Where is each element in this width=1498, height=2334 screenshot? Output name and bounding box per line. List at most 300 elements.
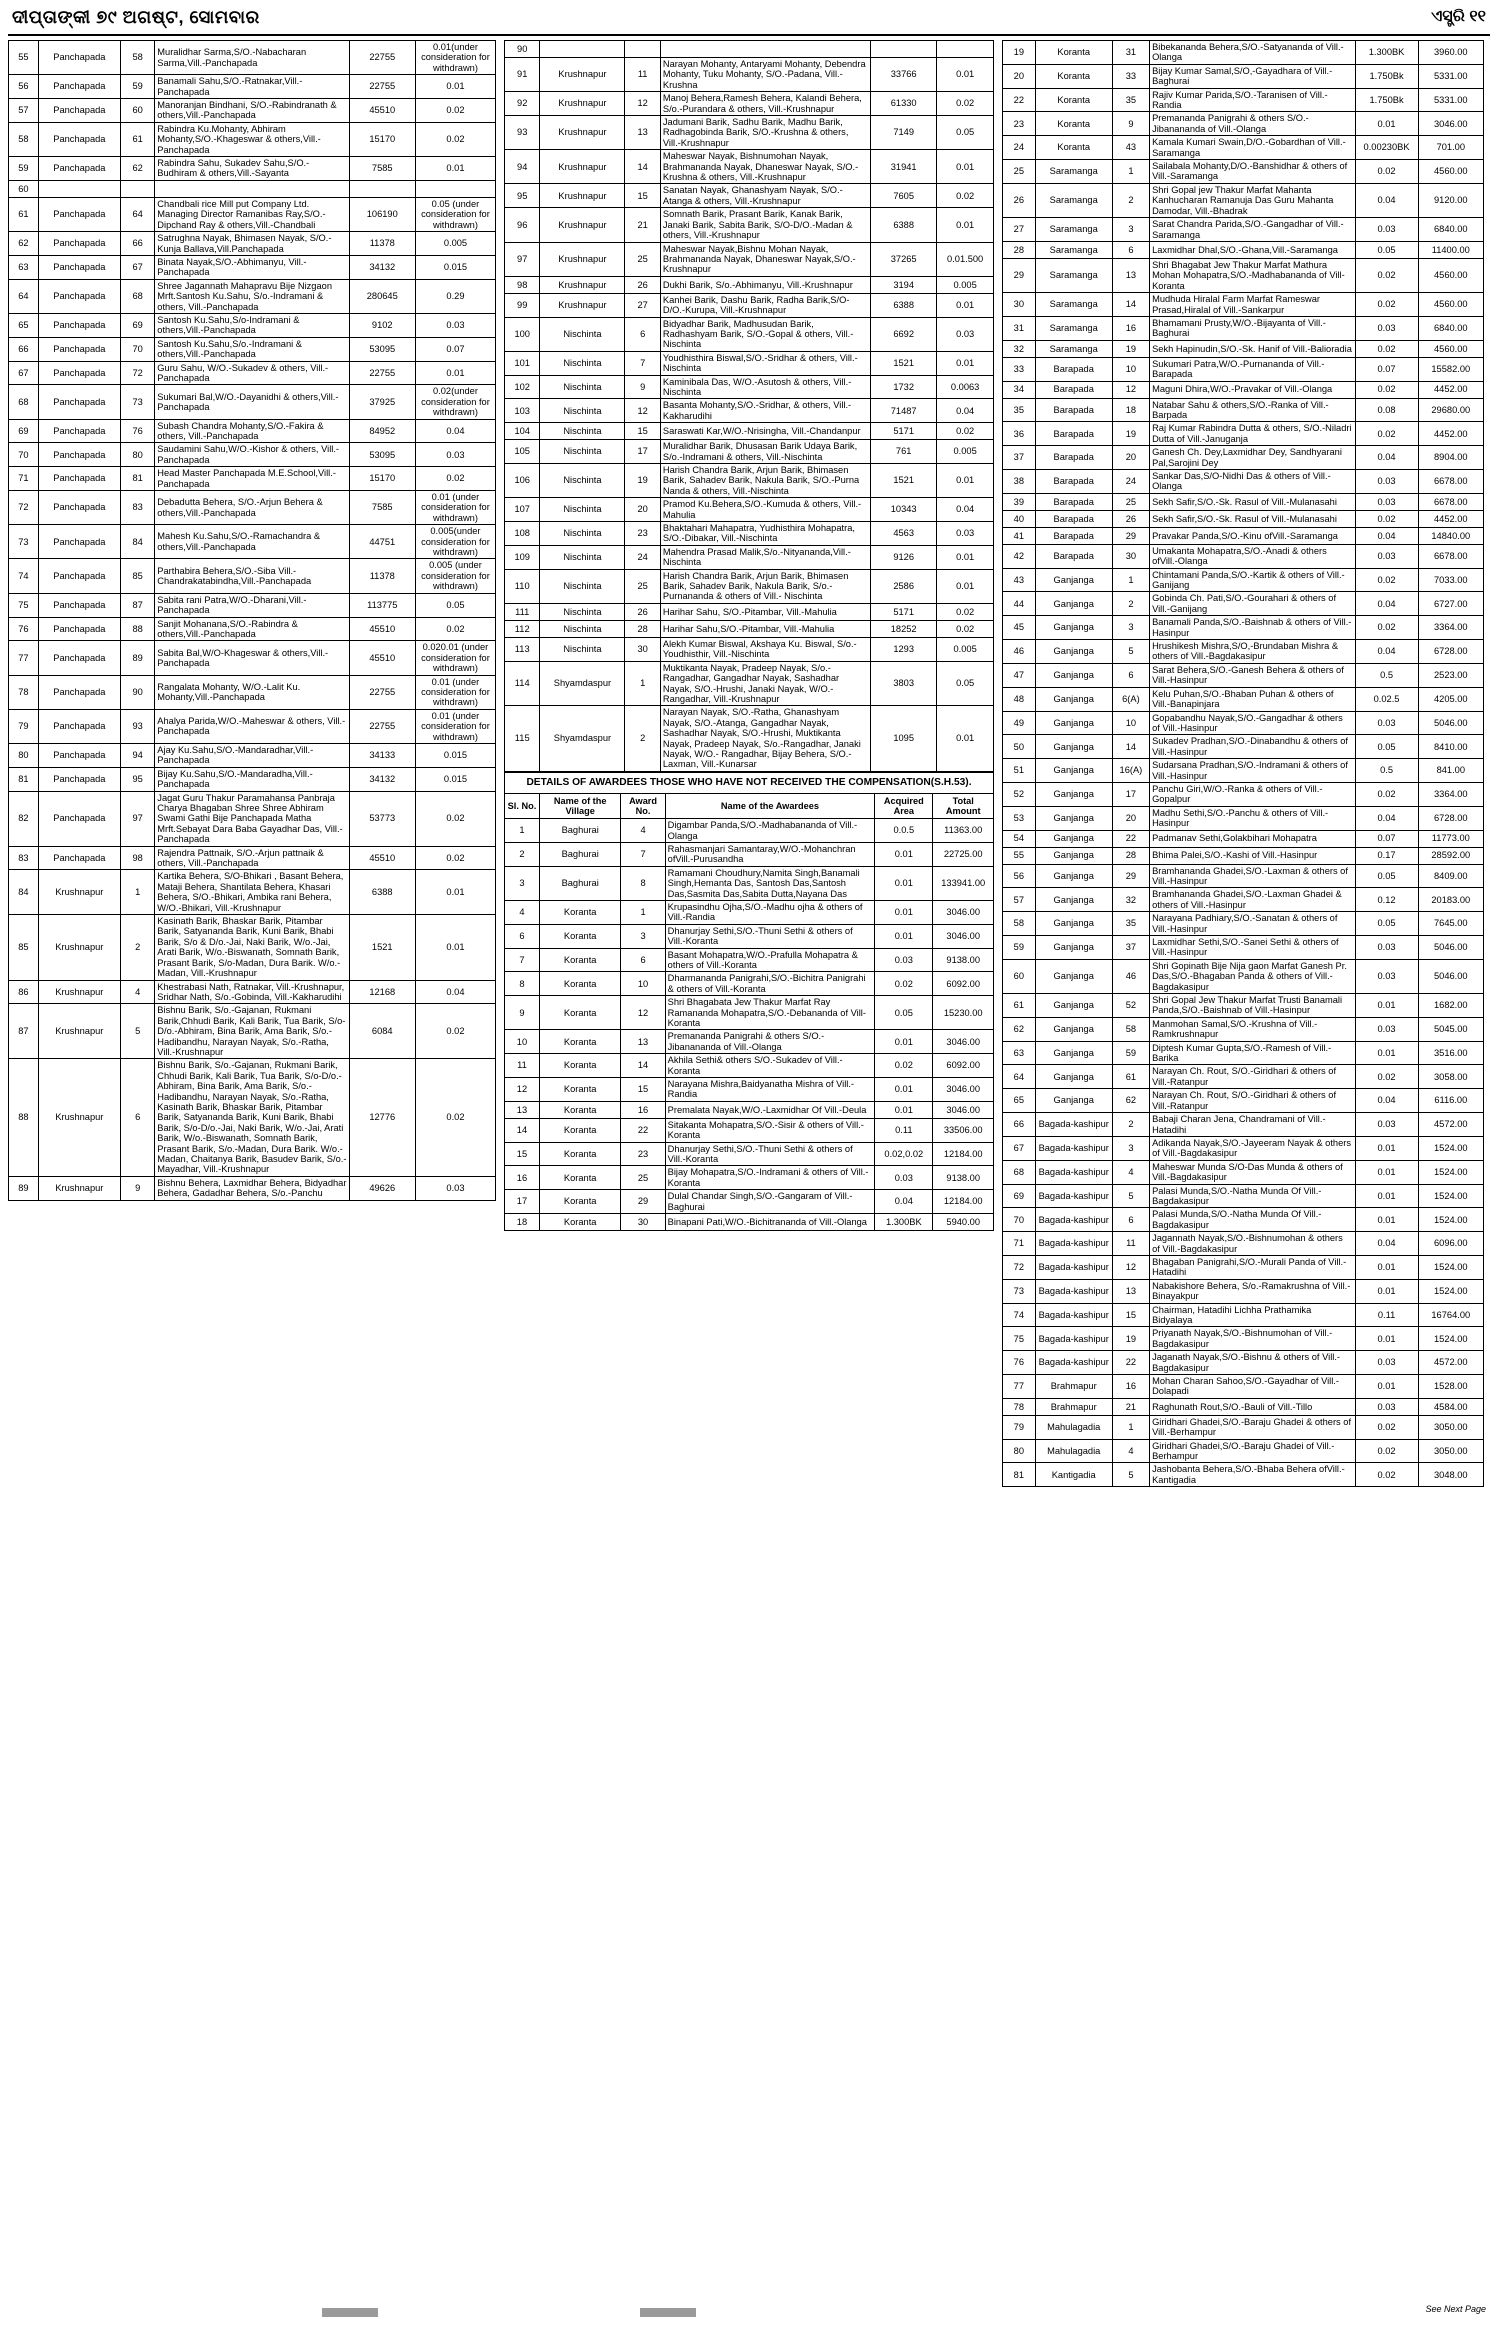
cell-award-no: 25 bbox=[1112, 493, 1149, 510]
cell-total-amount: 0.01 bbox=[415, 157, 495, 181]
cell-sl-no: 86 bbox=[9, 980, 39, 1004]
cell-total-amount: 4560.00 bbox=[1418, 160, 1483, 184]
table-row bbox=[505, 242, 994, 276]
cell-award-no: 29 bbox=[1112, 864, 1149, 888]
cell-acquired-area: 5171 bbox=[871, 423, 937, 440]
table-row bbox=[505, 184, 994, 208]
cell-awardee-name: Sukadev Pradhan,S/O.-Dinabandhu & others of Vill.-Hasinpur bbox=[1150, 735, 1355, 759]
cell-sl-no: 60 bbox=[9, 180, 39, 197]
cell-awardee-name: Manmohan Samal,S/O.-Krushna of Vill.-Ramkrushnapur bbox=[1150, 1017, 1355, 1041]
cell-acquired-area: 61330 bbox=[871, 92, 937, 116]
cell-acquired-area: 0.03 bbox=[1355, 218, 1418, 242]
cell-acquired-area: 0.03 bbox=[875, 948, 933, 972]
table-row bbox=[505, 603, 994, 620]
cell-awardee-name: Somnath Barik, Prasant Barik, Kanak Barik, Janaki Barik, Sabita Barik, S/O-D/O.-Madan & others, Vill.-Krushnapur bbox=[660, 208, 870, 242]
cell-awardee-name: Padmanav Sethi,Golakbihari Mohapatra bbox=[1150, 830, 1355, 847]
cell-total-amount: 12184.00 bbox=[933, 1190, 994, 1214]
table-row bbox=[505, 498, 994, 522]
cell-awardee-name: Head Master Panchapada M.E.School,Vill.-Panchapada bbox=[155, 467, 349, 491]
cell-total-amount: 133941.00 bbox=[933, 866, 994, 900]
cell-awardee-name: Manoranjan Bindhani, S/O.-Rabindranath & others,Vill.-Panchapada bbox=[155, 99, 349, 123]
cell-acquired-area: 0.0.5 bbox=[875, 819, 933, 843]
cell-village: Saramanga bbox=[1035, 218, 1112, 242]
cell-acquired-area: 0.08 bbox=[1355, 398, 1418, 422]
table-row bbox=[505, 620, 994, 637]
cell-awardee-name: Bhima Palei,S/O.-Kashi of Vill.-Hasinpur bbox=[1150, 847, 1355, 864]
table-row bbox=[1003, 112, 1484, 136]
cell-awardee-name: Gopabandhu Nayak,S/O.-Gangadhar & others of Vill.-Hasinpur bbox=[1150, 711, 1355, 735]
cell-village: Panchapada bbox=[38, 767, 120, 791]
cell-acquired-area: 84952 bbox=[349, 419, 415, 443]
cell-village: Krushnapur bbox=[540, 150, 625, 184]
cell-acquired-area: 0.03 bbox=[1355, 711, 1418, 735]
cell-village: Ganjanga bbox=[1035, 1065, 1112, 1089]
cell-awardee-name: Mahesh Ku.Sahu,S/O.-Ramachandra & others,Vill.-Panchapada bbox=[155, 525, 349, 559]
cell-award-no: 5 bbox=[1112, 1463, 1149, 1487]
table-row bbox=[1003, 160, 1484, 184]
cell-sl-no: 42 bbox=[1003, 544, 1036, 568]
cell-village: Krushnapur bbox=[540, 242, 625, 276]
cell-sl-no: 2 bbox=[505, 842, 540, 866]
table-row bbox=[1003, 381, 1484, 398]
cell-awardee-name: Premananda Panigrahi & others S/O.-Jibanananda of Vill.-Olanga bbox=[1150, 112, 1355, 136]
cell-village: Panchapada bbox=[38, 467, 120, 491]
table-row bbox=[1003, 88, 1484, 112]
cell-village: Bagada-kashipur bbox=[1035, 1279, 1112, 1303]
table-row bbox=[1003, 510, 1484, 527]
cell-acquired-area: 0.07 bbox=[1355, 357, 1418, 381]
cell-award-no: 16(A) bbox=[1112, 759, 1149, 783]
cell-acquired-area: 0.05 bbox=[1355, 912, 1418, 936]
cell-acquired-area: 0.04 bbox=[1355, 446, 1418, 470]
cell-sl-no: 81 bbox=[1003, 1463, 1036, 1487]
cell-sl-no: 17 bbox=[505, 1190, 540, 1214]
cell-sl-no: 20 bbox=[1003, 64, 1036, 88]
cell-total-amount: 29680.00 bbox=[1418, 398, 1483, 422]
table-row bbox=[1003, 422, 1484, 446]
cell-village: Bagada-kashipur bbox=[1035, 1184, 1112, 1208]
cell-award-no: 6 bbox=[621, 948, 665, 972]
awardee-table-left bbox=[8, 40, 496, 1201]
cell-total-amount: 3050.00 bbox=[1418, 1439, 1483, 1463]
table-row bbox=[505, 464, 994, 498]
cell-award-no: 73 bbox=[121, 385, 155, 419]
cell-sl-no: 105 bbox=[505, 440, 540, 464]
table-row bbox=[9, 767, 496, 791]
cell-awardee-name: Laxmidhar Sethi,S/O.-Sanei Sethi & others of Vill.-Hasinpur bbox=[1150, 936, 1355, 960]
cell-sl-no: 16 bbox=[505, 1166, 540, 1190]
cell-total-amount: 33506.00 bbox=[933, 1118, 994, 1142]
cell-sl-no: 107 bbox=[505, 498, 540, 522]
cell-acquired-area bbox=[871, 41, 937, 58]
cell-acquired-area: 0.02 bbox=[1355, 616, 1418, 640]
cell-awardee-name: Kartika Behera, S/O-Bhikari , Basant Behera, Mataji Behera, Shantilata Behera, Khasari Behera, S/O.-Bhikari, Ambika rani Behera, W/O.-Bhikari, Vill.-Krushnapur bbox=[155, 870, 349, 915]
cell-awardee-name: Narayana Padhiary,S/O.-Sanatan & others of Vill.-Hasinpur bbox=[1150, 912, 1355, 936]
footer-bar-right bbox=[640, 2308, 696, 2317]
table-row bbox=[505, 92, 994, 116]
cell-village: Nischinta bbox=[540, 637, 625, 661]
cell-sl-no: 55 bbox=[1003, 847, 1036, 864]
cell-award-no: 7 bbox=[625, 351, 660, 375]
cell-acquired-area: 49626 bbox=[349, 1176, 415, 1200]
cell-award-no: 11 bbox=[1112, 1232, 1149, 1256]
cell-sl-no: 73 bbox=[9, 525, 39, 559]
table-row bbox=[9, 870, 496, 915]
cell-sl-no: 65 bbox=[9, 313, 39, 337]
cell-acquired-area: 0.07 bbox=[1355, 830, 1418, 847]
cell-sl-no: 9 bbox=[505, 996, 540, 1030]
cell-acquired-area: 0.03 bbox=[1355, 1113, 1418, 1137]
cell-total-amount bbox=[937, 41, 994, 58]
cell-village: Koranta bbox=[1035, 64, 1112, 88]
table-row bbox=[1003, 527, 1484, 544]
cell-award-no: 28 bbox=[625, 620, 660, 637]
cell-village: Ganjanga bbox=[1035, 687, 1112, 711]
cell-sl-no: 29 bbox=[1003, 258, 1036, 292]
table-row bbox=[505, 842, 994, 866]
cell-total-amount: 4572.00 bbox=[1418, 1113, 1483, 1137]
cell-awardee-name: Kanhei Barik, Dashu Barik, Radha Barik,S/O-D/O.-Kurupa, Vill.-Krushnapur bbox=[660, 293, 870, 317]
cell-award-no: 6(A) bbox=[1112, 687, 1149, 711]
cell-award-no: 4 bbox=[621, 819, 665, 843]
cell-award-no: 27 bbox=[625, 293, 660, 317]
cell-award-no: 1 bbox=[1112, 568, 1149, 592]
cell-awardee-name: Bishnu Barik, S/o.-Gajanan, Rukmani Barik, Chhudi Barik, Kali Barik, Tua Barik, S/o-D/o.-Abhiram, Bina Barik, Ama Barik, S/o.-Hadibandhu, Narayan Nayak, S/o.-Ratha, Kasinath Barik, Bhaskar Barik, Pitambar Barik, Satyananda Barik, Kuni Barik, Bhabi Barik, S/o-D/o.-Jai, Naki Barik, W/o.-Jai, Arati Barik, W/o.-Biswanath, Somnath Barik, Prasant Barik, S/o.-Madan, Dura Barik. W/o.-Madan, Chaitanya Barik, Basudev Barik, S/o.-Mayadhar, Vill.-Krushnapur bbox=[155, 1059, 349, 1176]
cell-sl-no: 61 bbox=[9, 197, 39, 231]
cell-award-no: 2 bbox=[1112, 592, 1149, 616]
cell-total-amount: 0.02 bbox=[415, 467, 495, 491]
cell-award-no: 1 bbox=[1112, 1415, 1149, 1439]
cell-total-amount: 3046.00 bbox=[933, 900, 994, 924]
cell-sl-no: 18 bbox=[505, 1214, 540, 1231]
cell-awardee-name: Premalata Nayak,W/O.-Laxmidhar Of Vill.-Deula bbox=[665, 1101, 875, 1118]
cell-award-no: 29 bbox=[1112, 527, 1149, 544]
cell-award-no: 3 bbox=[1112, 218, 1149, 242]
cell-awardee-name: Jagannath Nayak,S/O.-Bishnumohan & others of Vill.-Bagdakasipur bbox=[1150, 1232, 1355, 1256]
header-acquired: Acquired Area bbox=[875, 793, 933, 819]
cell-sl-no: 30 bbox=[1003, 293, 1036, 317]
header-awardee: Name of the Awardees bbox=[665, 793, 875, 819]
column-left bbox=[8, 40, 496, 1201]
cell-award-no: 12 bbox=[621, 996, 665, 1030]
cell-village: Shyamdaspur bbox=[540, 661, 625, 706]
cell-total-amount: 0.01 bbox=[937, 706, 994, 771]
cell-total-amount: 0.01 bbox=[415, 915, 495, 980]
header-award: Award No. bbox=[621, 793, 665, 819]
table-row bbox=[1003, 398, 1484, 422]
cell-sl-no: 56 bbox=[1003, 864, 1036, 888]
cell-total-amount: 0.02 bbox=[415, 1059, 495, 1176]
cell-total-amount: 6092.00 bbox=[933, 1054, 994, 1078]
awardee-table-right bbox=[1002, 40, 1484, 1487]
table-row bbox=[9, 255, 496, 279]
cell-award-no: 58 bbox=[1112, 1017, 1149, 1041]
cell-awardee-name: Hrushikesh Mishra,S/O,-Brundaban Mishra & others of Vill.-Bagdakasipur bbox=[1150, 640, 1355, 664]
cell-awardee-name: Chintamani Panda,S/O.-Kartik & others of Vill.-Ganijang bbox=[1150, 568, 1355, 592]
cell-award-no: 15 bbox=[621, 1078, 665, 1102]
table-row bbox=[1003, 218, 1484, 242]
cell-award-no: 89 bbox=[121, 641, 155, 675]
cell-awardee-name: Harihar Sahu, S/O.-Pitambar, Vill.-Mahulia bbox=[660, 603, 870, 620]
cell-awardee-name: Giridhari Ghadei,S/O.-Baraju Ghadei of Vill.-Berhampur bbox=[1150, 1439, 1355, 1463]
cell-awardee-name: Bishnu Barik, S/o.-Gajanan, Rukmani Barik,Chhudi Barik, Kali Barik, Tua Barik, S/o-D/o.-Abhiram, Bina Barik, Ama Barik, S/o.-Hadibandhu, Narayan Nayak, S/o.-Ratha, Vill.-Krushnapur bbox=[155, 1004, 349, 1059]
cell-award-no: 15 bbox=[625, 184, 660, 208]
cell-sl-no: 43 bbox=[1003, 568, 1036, 592]
cell-total-amount: 3058.00 bbox=[1418, 1065, 1483, 1089]
cell-awardee-name: Adikanda Nayak,S/O.-Jayeeram Nayak & others of Vill.-Bagdakasipur bbox=[1150, 1136, 1355, 1160]
cell-award-no: 85 bbox=[121, 559, 155, 593]
cell-village: Ganjanga bbox=[1035, 1041, 1112, 1065]
cell-sl-no: 110 bbox=[505, 569, 540, 603]
cell-sl-no: 35 bbox=[1003, 398, 1036, 422]
cell-sl-no: 4 bbox=[505, 900, 540, 924]
cell-total-amount: 7645.00 bbox=[1418, 912, 1483, 936]
cell-acquired-area: 0.03 bbox=[1355, 1351, 1418, 1375]
cell-awardee-name: Sabita rani Patra,W/O.-Dharani,Vill.-Panchapada bbox=[155, 593, 349, 617]
cell-total-amount: 0.03 bbox=[937, 522, 994, 546]
cell-village: Panchapada bbox=[38, 99, 120, 123]
footer-bar-left bbox=[322, 2308, 378, 2317]
cell-award-no: 30 bbox=[1112, 544, 1149, 568]
cell-awardee-name: Chandbali rice Mill put Company Ltd. Managing Director Ramanibas Ray,S/O.-Dipchand Ray & others,Vill.-Chandbali bbox=[155, 197, 349, 231]
cell-sl-no: 89 bbox=[9, 1176, 39, 1200]
cell-award-no: 61 bbox=[1112, 1065, 1149, 1089]
cell-awardee-name: Pramod Ku.Behera,S/O.-Kumuda & others, Vill.-Mahulia bbox=[660, 498, 870, 522]
cell-acquired-area: 0.5 bbox=[1355, 759, 1418, 783]
table-row bbox=[1003, 1041, 1484, 1065]
table-row bbox=[1003, 1089, 1484, 1113]
cell-award-no: 3 bbox=[1112, 616, 1149, 640]
cell-total-amount: 6116.00 bbox=[1418, 1089, 1483, 1113]
cell-acquired-area: 0.03 bbox=[1355, 470, 1418, 494]
cell-total-amount: 16764.00 bbox=[1418, 1303, 1483, 1327]
table-row bbox=[9, 419, 496, 443]
cell-award-no: 93 bbox=[121, 709, 155, 743]
cell-award-no: 29 bbox=[621, 1190, 665, 1214]
cell-total-amount: 0.03 bbox=[415, 443, 495, 467]
cell-village: Barapada bbox=[1035, 398, 1112, 422]
cell-award-no: 22 bbox=[1112, 1351, 1149, 1375]
cell-sl-no: 6 bbox=[505, 924, 540, 948]
table-row bbox=[1003, 1065, 1484, 1089]
cell-village: Barapada bbox=[1035, 446, 1112, 470]
cell-award-no: 97 bbox=[121, 791, 155, 846]
cell-sl-no: 74 bbox=[9, 559, 39, 593]
cell-village: Mahulagadia bbox=[1035, 1415, 1112, 1439]
cell-village: Nischinta bbox=[540, 569, 625, 603]
cell-sl-no: 15 bbox=[505, 1142, 540, 1166]
cell-awardee-name: Rajendra Pattnaik, S/O.-Arjun pattnaik & others, Vill.-Panchapada bbox=[155, 846, 349, 870]
cell-awardee-name: Saudamini Sahu,W/O.-Kishor & others, Vill.-Panchapada bbox=[155, 443, 349, 467]
cell-total-amount: 0.29 bbox=[415, 279, 495, 313]
cell-sl-no: 78 bbox=[9, 675, 39, 709]
not-received-table bbox=[504, 793, 994, 1232]
cell-total-amount: 0.02 bbox=[415, 1004, 495, 1059]
table-row bbox=[1003, 936, 1484, 960]
cell-award-no: 2 bbox=[1112, 1113, 1149, 1137]
cell-village: Panchapada bbox=[38, 361, 120, 385]
cell-award-no: 28 bbox=[1112, 847, 1149, 864]
cell-sl-no: 68 bbox=[1003, 1160, 1036, 1184]
header-sl: Sl. No. bbox=[505, 793, 540, 819]
page-columns bbox=[0, 40, 1498, 1487]
cell-total-amount: 0.01 bbox=[937, 464, 994, 498]
cell-awardee-name: Madhu Sethi,S/O.-Panchu & others of Vill.-Hasinpur bbox=[1150, 806, 1355, 830]
table-row bbox=[505, 1166, 994, 1190]
cell-sl-no: 31 bbox=[1003, 316, 1036, 340]
table-row bbox=[1003, 994, 1484, 1018]
cell-village: Ganjanga bbox=[1035, 1017, 1112, 1041]
cell-acquired-area: 15170 bbox=[349, 467, 415, 491]
cell-sl-no: 26 bbox=[1003, 183, 1036, 217]
table-row bbox=[505, 1142, 994, 1166]
cell-village: Barapada bbox=[1035, 470, 1112, 494]
cell-acquired-area: 0.11 bbox=[875, 1118, 933, 1142]
cell-award-no: 9 bbox=[625, 375, 660, 399]
cell-village: Baghurai bbox=[539, 819, 621, 843]
cell-acquired-area: 33766 bbox=[871, 58, 937, 92]
cell-total-amount: 5046.00 bbox=[1418, 711, 1483, 735]
cell-total-amount: 0.005 bbox=[937, 637, 994, 661]
cell-village: Koranta bbox=[539, 1166, 621, 1190]
cell-village: Panchapada bbox=[38, 593, 120, 617]
cell-total-amount: 0.015 bbox=[415, 767, 495, 791]
cell-awardee-name: Maheswar Munda S/O-Das Munda & others of Vill.-Bagdakasipur bbox=[1150, 1160, 1355, 1184]
cell-award-no: 17 bbox=[1112, 782, 1149, 806]
cell-village: Krushnapur bbox=[540, 293, 625, 317]
table-row bbox=[1003, 1279, 1484, 1303]
cell-awardee-name: Nabakishore Behera, S/o.-Ramakrushna of Vill.-Binayakpur bbox=[1150, 1279, 1355, 1303]
cell-award-no: 1 bbox=[625, 661, 660, 706]
cell-acquired-area: 6388 bbox=[349, 870, 415, 915]
table-row bbox=[505, 1190, 994, 1214]
cell-acquired-area: 0.05 bbox=[1355, 241, 1418, 258]
cell-award-no: 14 bbox=[1112, 293, 1149, 317]
cell-award-no: 60 bbox=[121, 99, 155, 123]
cell-acquired-area: 7585 bbox=[349, 491, 415, 525]
table-row bbox=[1003, 1463, 1484, 1487]
table-row bbox=[505, 116, 994, 150]
cell-total-amount: 8410.00 bbox=[1418, 735, 1483, 759]
cell-acquired-area: 34132 bbox=[349, 767, 415, 791]
cell-sl-no: 83 bbox=[9, 846, 39, 870]
cell-award-no: 76 bbox=[121, 419, 155, 443]
cell-acquired-area: 6388 bbox=[871, 293, 937, 317]
cell-acquired-area: 1.300BK bbox=[1355, 41, 1418, 65]
cell-awardee-name: Laxmidhar Dhal,S/O.-Ghana,Vill.-Saramanga bbox=[1150, 241, 1355, 258]
cell-village: Saramanga bbox=[1035, 160, 1112, 184]
cell-total-amount: 28592.00 bbox=[1418, 847, 1483, 864]
cell-total-amount: 4452.00 bbox=[1418, 422, 1483, 446]
cell-acquired-area: 0.01 bbox=[1355, 1279, 1418, 1303]
cell-sl-no: 74 bbox=[1003, 1303, 1036, 1327]
cell-sl-no: 80 bbox=[1003, 1439, 1036, 1463]
cell-sl-no: 7 bbox=[505, 948, 540, 972]
cell-total-amount: 22725.00 bbox=[933, 842, 994, 866]
cell-village: Ganjanga bbox=[1035, 782, 1112, 806]
cell-awardee-name: Bidyadhar Barik, Madhusudan Barik, Radhashyam Barik, S/O.-Gopal & others, Vill.-Nischinta bbox=[660, 317, 870, 351]
cell-sl-no: 13 bbox=[505, 1101, 540, 1118]
cell-acquired-area: 0.02 bbox=[1355, 782, 1418, 806]
cell-acquired-area: 53095 bbox=[349, 443, 415, 467]
cell-awardee-name: Sanjit Mohanana,S/O.-Rabindra & others,Vill.-Panchapada bbox=[155, 617, 349, 641]
cell-sl-no: 38 bbox=[1003, 470, 1036, 494]
cell-awardee-name: Harihar Sahu,S/O.-Pitambar, Vill.-Mahulia bbox=[660, 620, 870, 637]
cell-acquired-area: 0.02 bbox=[1355, 160, 1418, 184]
cell-sl-no: 36 bbox=[1003, 422, 1036, 446]
cell-sl-no: 65 bbox=[1003, 1089, 1036, 1113]
cell-acquired-area: 31941 bbox=[871, 150, 937, 184]
cell-awardee-name: Palasi Munda,S/O.-Natha Munda Of Vill.-Bagdakasipur bbox=[1150, 1208, 1355, 1232]
cell-acquired-area: 113775 bbox=[349, 593, 415, 617]
cell-awardee-name: Dhanurjay Sethi,S/O.-Thuni Sethi & others of Vill.-Koranta bbox=[665, 924, 875, 948]
cell-village: Panchapada bbox=[38, 709, 120, 743]
cell-sl-no: 3 bbox=[505, 866, 540, 900]
cell-awardee-name: Shri Bhagabata Jew Thakur Marfat Ray Ramananda Mohapatra,S/O.-Debananda of Vill-Koranta bbox=[665, 996, 875, 1030]
cell-award-no: 5 bbox=[1112, 640, 1149, 664]
cell-village: Ganjanga bbox=[1035, 711, 1112, 735]
table-row bbox=[9, 337, 496, 361]
cell-village: Ganjanga bbox=[1035, 806, 1112, 830]
cell-village bbox=[38, 180, 120, 197]
cell-village: Bagada-kashipur bbox=[1035, 1255, 1112, 1279]
cell-total-amount: 0.01 (under consideration for withdrawn) bbox=[415, 491, 495, 525]
cell-village: Saramanga bbox=[1035, 316, 1112, 340]
cell-total-amount: 1524.00 bbox=[1418, 1136, 1483, 1160]
cell-awardee-name: Bijay Kumar Samal,S/O,-Gayadhara of Vill.-Baghurai bbox=[1150, 64, 1355, 88]
cell-village: Panchapada bbox=[38, 41, 120, 75]
cell-award-no: 46 bbox=[1112, 959, 1149, 993]
cell-total-amount: 4452.00 bbox=[1418, 510, 1483, 527]
cell-acquired-area: 22755 bbox=[349, 709, 415, 743]
cell-awardee-name: Babaji Charan Jena, Chandramani of Vill.-Hatadihi bbox=[1150, 1113, 1355, 1137]
table-row bbox=[9, 709, 496, 743]
cell-award-no: 6 bbox=[1112, 1208, 1149, 1232]
cell-village: Koranta bbox=[539, 1078, 621, 1102]
cell-sl-no: 45 bbox=[1003, 616, 1036, 640]
cell-acquired-area: 0.04 bbox=[1355, 640, 1418, 664]
cell-awardee-name: Sekh Hapinudin,S/O.-Sk. Hanif of Vill.-Balioradia bbox=[1150, 340, 1355, 357]
cell-sl-no: 103 bbox=[505, 399, 540, 423]
cell-awardee-name: Kamala Kumari Swain,D/O.-Gobardhan of Vill.-Saramanga bbox=[1150, 136, 1355, 160]
cell-village: Nischinta bbox=[540, 498, 625, 522]
cell-total-amount: 0.02 bbox=[415, 846, 495, 870]
cell-village: Bagada-kashipur bbox=[1035, 1136, 1112, 1160]
cell-awardee-name: Maheswar Nayak, Bishnumohan Nayak, Brahmananda Nayak, Dhaneswar Nayak, S/O.-Krushna & others, Vill.-Krushnapur bbox=[660, 150, 870, 184]
cell-total-amount: 6728.00 bbox=[1418, 806, 1483, 830]
masthead bbox=[0, 0, 1498, 34]
cell-awardee-name: Raj Kumar Rabindra Dutta & others, S/O.-Niladri Dutta of Vill.-Januganja bbox=[1150, 422, 1355, 446]
cell-village: Ganjanga bbox=[1035, 568, 1112, 592]
cell-total-amount: 1528.00 bbox=[1418, 1375, 1483, 1399]
cell-award-no: 5 bbox=[1112, 1184, 1149, 1208]
cell-acquired-area: 0.02 bbox=[1355, 422, 1418, 446]
cell-sl-no: 91 bbox=[505, 58, 540, 92]
cell-awardee-name: Jaganath Nayak,S/O.-Bishnu & others of Vill.-Bagdakasipur bbox=[1150, 1351, 1355, 1375]
table-row bbox=[505, 293, 994, 317]
cell-total-amount: 11773.00 bbox=[1418, 830, 1483, 847]
cell-awardee-name: Sitakanta Mohapatra,S/O.-Sisir & others of Vill.-Koranta bbox=[665, 1118, 875, 1142]
cell-total-amount: 0.02 bbox=[937, 184, 994, 208]
cell-awardee-name bbox=[155, 180, 349, 197]
cell-acquired-area: 0.01 bbox=[1355, 1255, 1418, 1279]
cell-awardee-name: Rabindra Sahu, Sukadev Sahu,S/O.-Budhiram & others,Vill.-Sayanta bbox=[155, 157, 349, 181]
cell-sl-no: 79 bbox=[1003, 1415, 1036, 1439]
cell-village: Nischinta bbox=[540, 464, 625, 498]
cell-village: Panchapada bbox=[38, 675, 120, 709]
cell-awardee-name: Bibekananda Behera,S/O.-Satyananda of Vill.-Olanga bbox=[1150, 41, 1355, 65]
cell-sl-no: 40 bbox=[1003, 510, 1036, 527]
